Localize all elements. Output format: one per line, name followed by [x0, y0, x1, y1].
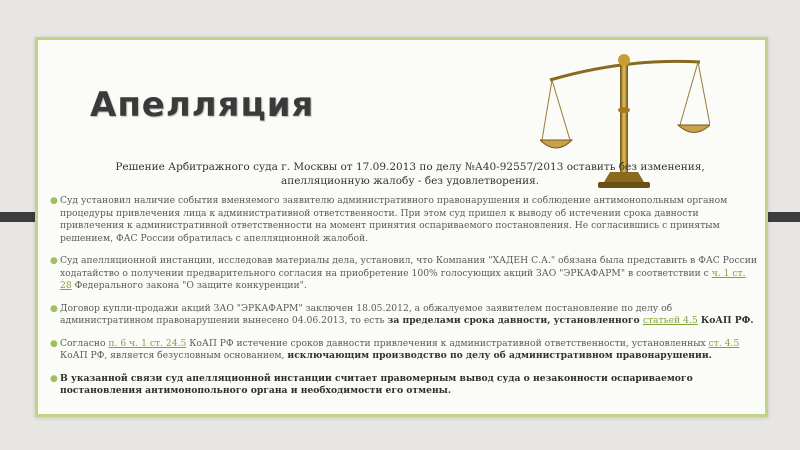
- paragraph-3-text-a: Договор купли-продажи акций ЗАО "ЭРКАФАРМ" заключен 18.05.2012, а обжалуемое заявителем постановление по делу об административном правонарушении вынесено 04.06.2013, то есть: [60, 302, 673, 326]
- paragraph-3-bold: за пределами срока давности, установленного: [387, 315, 643, 326]
- link-p6-ch1-st24-5[interactable]: п. 6 ч. 1 ст. 24.5: [108, 337, 187, 349]
- paragraph-2-text-a: Суд апелляционной инстанции, исследовав материалы дела, установил, что Компания "ХАДЕН С.А." обязана была представить в ФАС России ходатайство о получении предварительного согласия на приобретение 100% голосующих акций ЗАО "ЭРКАФАРМ" в соответствии с: [60, 255, 757, 279]
- bullet-icon: ●: [50, 256, 58, 266]
- bullet-icon: ●: [50, 338, 58, 349]
- paragraph-1-text: Суд установил наличие события вменяемого заявителю административного правонарушения и соблюдение антимонопольным органом процедуры привлечения лица к административной ответственности. При этом суд пришел к выводу об истечении срока давности привлечения к административной ответственности на момент принятия оспариваемого постановления. Не согласившись с принятым решением, ФАС России обратилась с апелляционной жалобой.: [60, 195, 728, 244]
- bullet-icon: ●: [50, 196, 58, 206]
- paragraph-2-text-b: Федерального закона "О защите конкуренции".: [71, 280, 307, 291]
- paragraph-1: [52, 195, 757, 245]
- decision-subtitle: Решение Арбитражного суда г. Москвы от 17.09.2013 по делу №А40-92557/2013 оставить без изменения, апелляционную жалобу - без удовлетворения.: [115, 161, 705, 187]
- paragraph-4-bold: исключающим производство по делу об административном правонарушении.: [287, 350, 712, 361]
- paragraph-5: [52, 373, 757, 398]
- bullet-icon: ●: [50, 373, 58, 384]
- slide-title: Апелляция: [90, 85, 315, 125]
- paragraph-4-text-a: Согласно: [60, 337, 109, 349]
- link-article-4-5[interactable]: статьей 4.5: [642, 315, 698, 326]
- slide-content: [52, 195, 757, 408]
- paragraph-4-text-c: КоАП РФ, является безусловным основанием,: [60, 350, 288, 361]
- paragraph-2: [52, 255, 757, 293]
- paragraph-3-bold-2: КоАП РФ.: [697, 315, 754, 326]
- link-ch1-st28[interactable]: ч. 1 ст. 28: [60, 267, 746, 291]
- bullet-icon: ●: [50, 303, 58, 314]
- paragraph-3: [52, 303, 757, 328]
- paragraph-4: [52, 338, 757, 363]
- paragraph-4-text-b: КоАП РФ истечение сроков давности привлечения к административной ответственности, установленных: [186, 337, 709, 349]
- link-st-4-5[interactable]: ст. 4.5: [708, 337, 740, 349]
- paragraph-5-text: В указанной связи суд апелляционной инстанции считает правомерным вывод суда о незаконности оспариваемого постановления антимонопольного органа и необходимости его отмены.: [60, 372, 693, 396]
